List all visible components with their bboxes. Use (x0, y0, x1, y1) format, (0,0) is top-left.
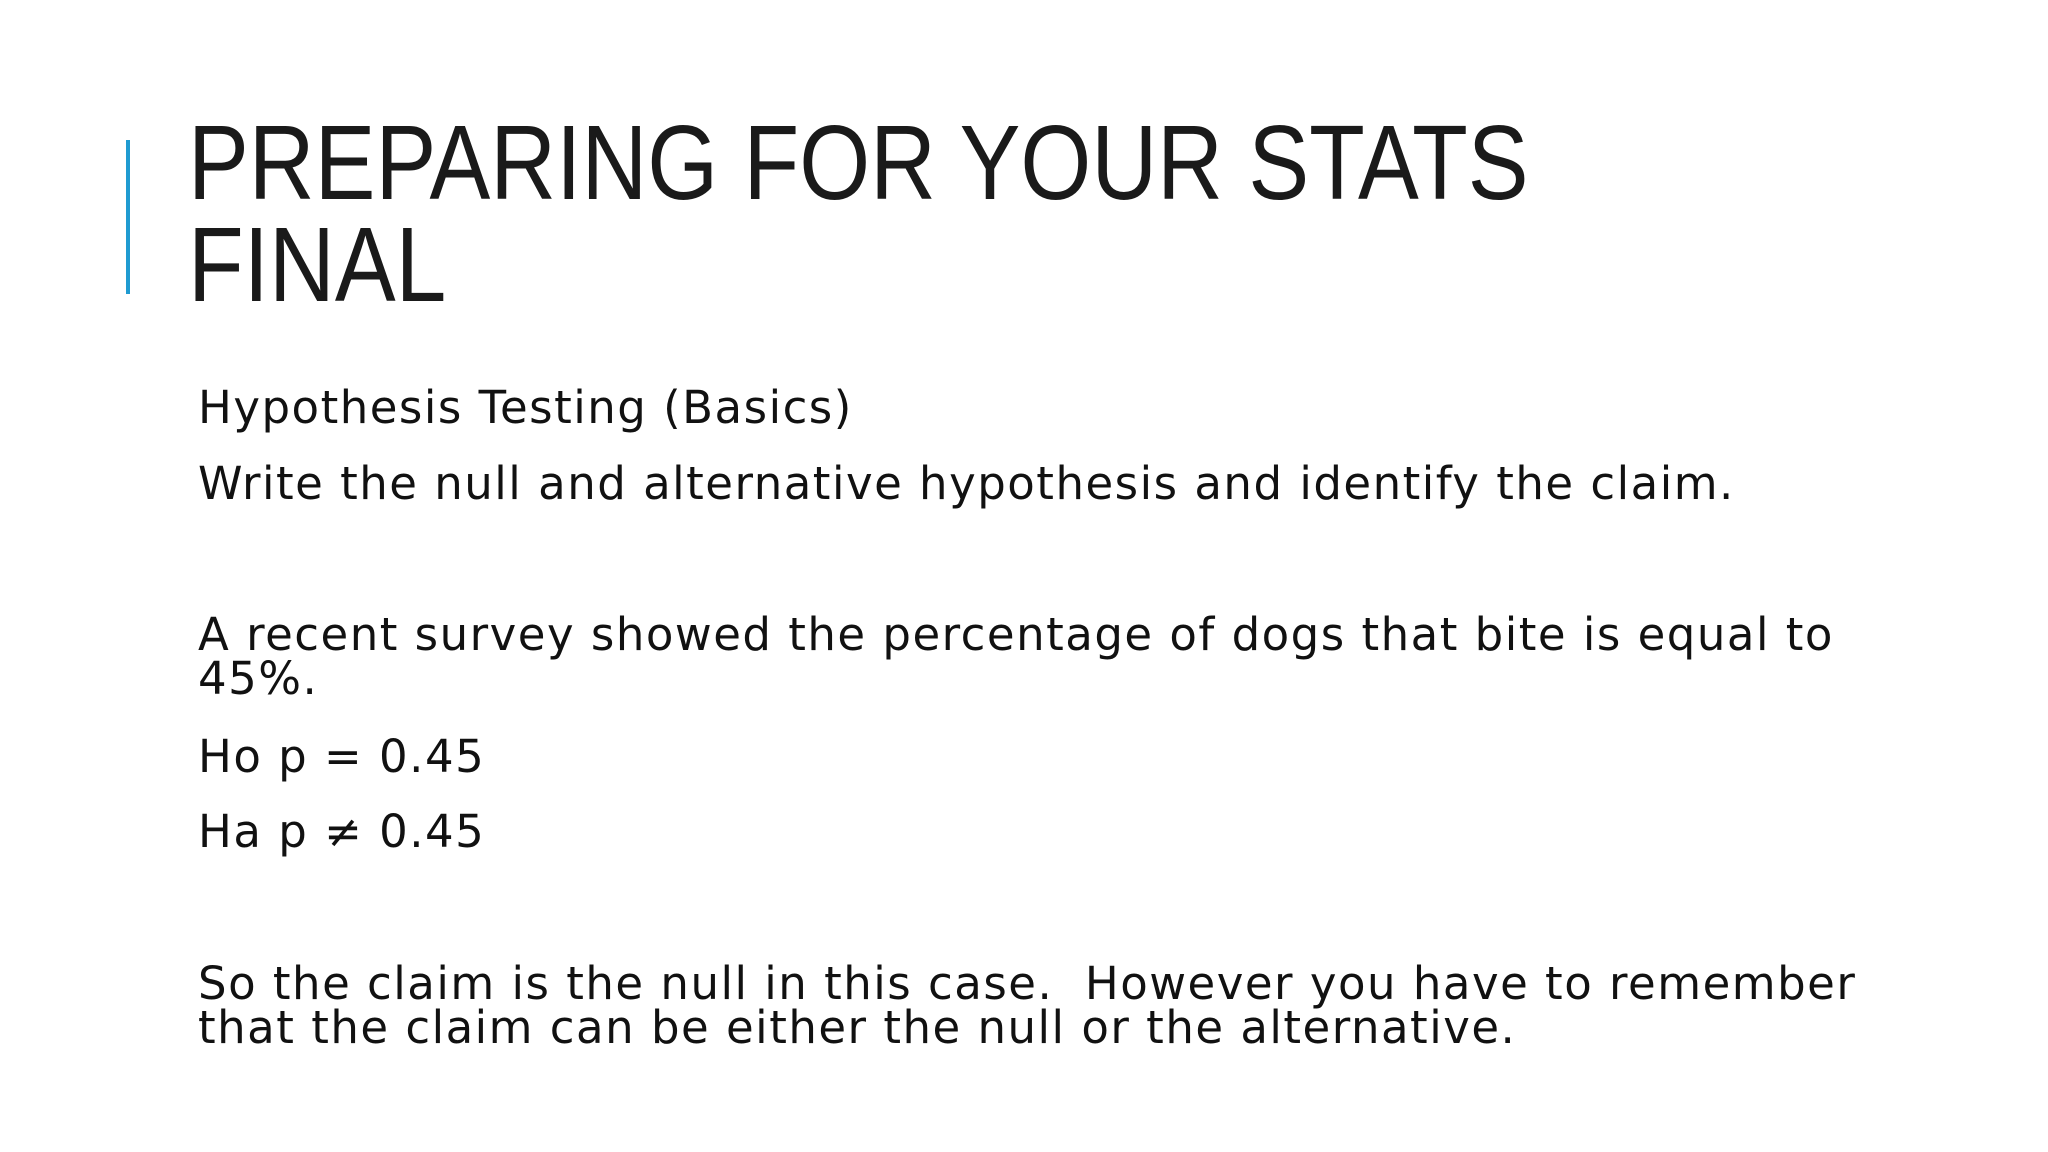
survey-statement-line-1: A recent survey showed the percentage of dogs that bite is equal to (198, 608, 1834, 661)
title-accent-bar (126, 140, 130, 294)
survey-statement-line-2: 45%. (198, 652, 319, 705)
slide-title (188, 104, 1702, 324)
slide-title-line-2: FINAL (188, 206, 447, 324)
slide-title-line-1: PREPARING FOR YOUR STATS (188, 104, 1529, 222)
survey-statement (198, 608, 1838, 705)
null-hypothesis: Ho p = 0.45 (198, 730, 486, 783)
conclusion-line-2: that the claim can be either the null or the alternative. (198, 1001, 1517, 1054)
section-heading: Hypothesis Testing (Basics) (198, 381, 853, 434)
alternative-hypothesis: Ha p ≠ 0.45 (198, 805, 486, 858)
instruction-text: Write the null and alternative hypothesis and identify the claim. (198, 457, 1735, 510)
conclusion-text (198, 957, 1857, 1054)
conclusion-line-1: So the claim is the null in this case. However you have to remember (198, 957, 1857, 1010)
